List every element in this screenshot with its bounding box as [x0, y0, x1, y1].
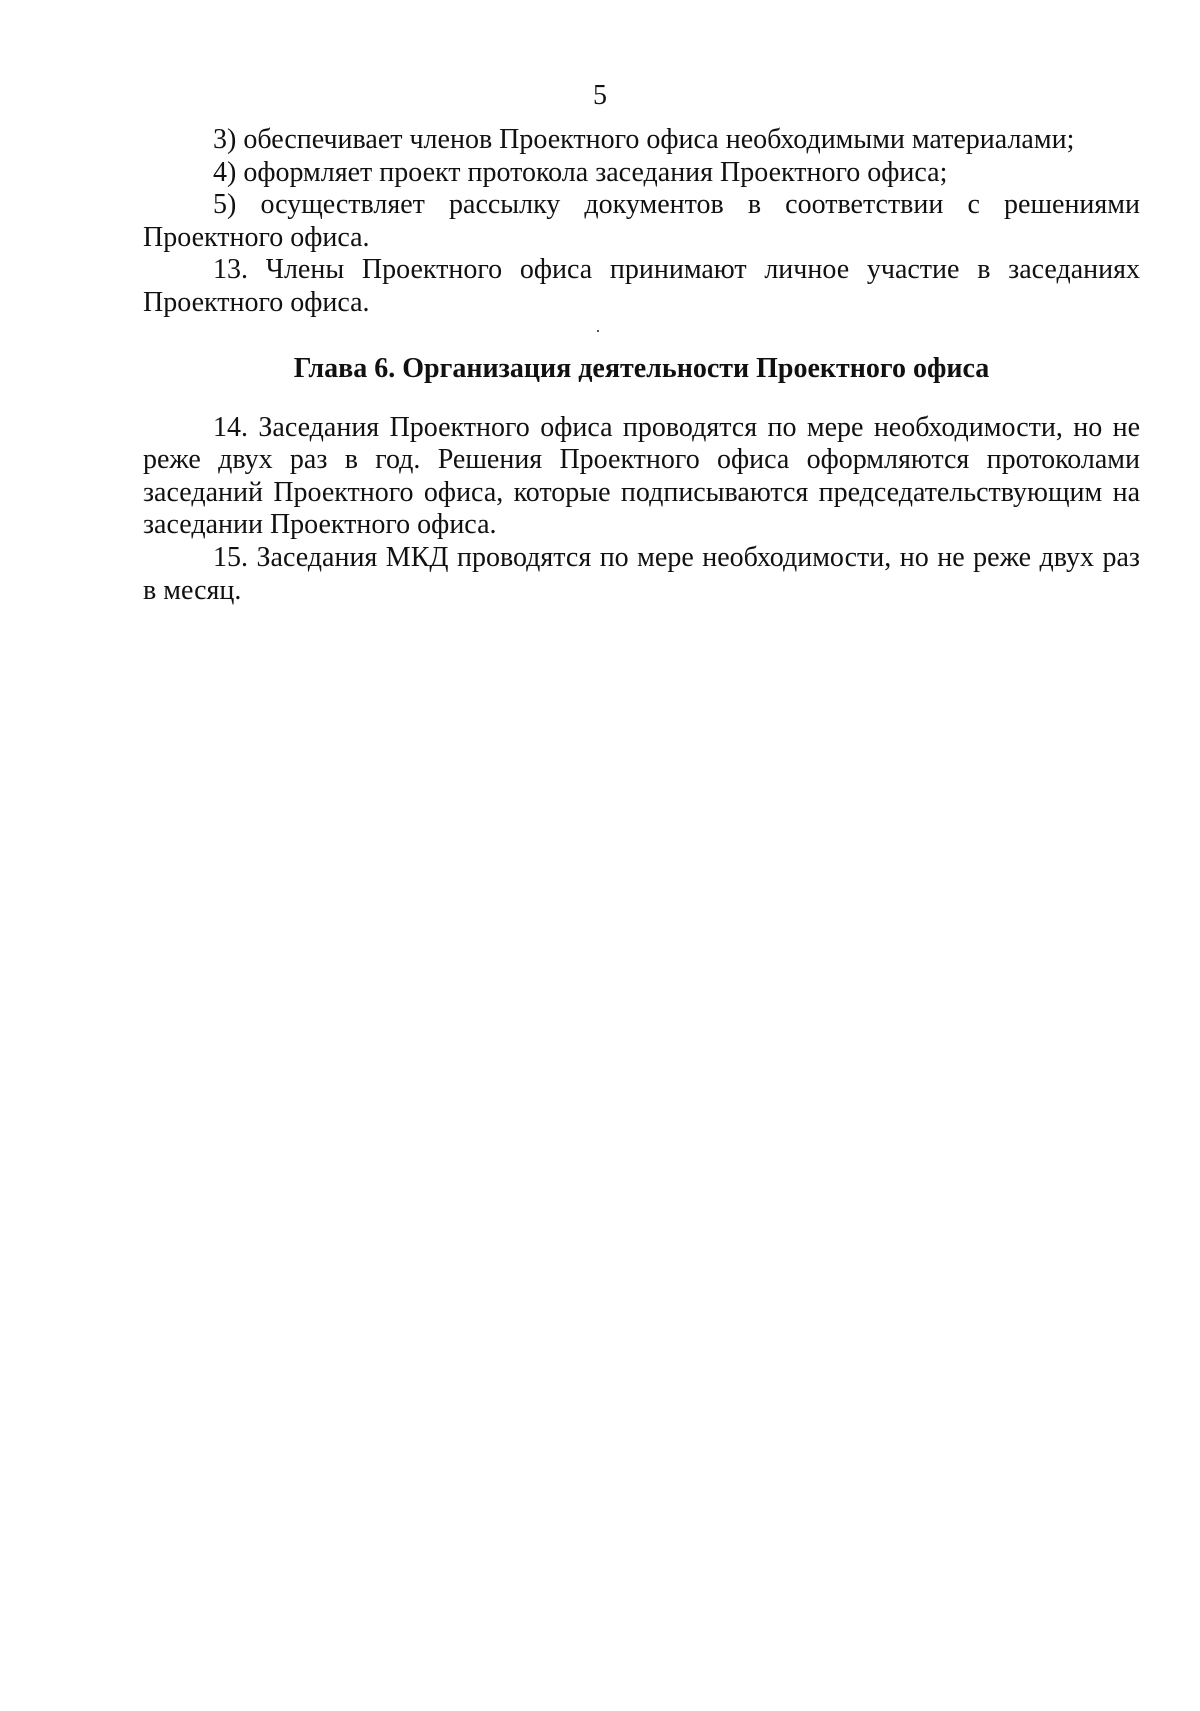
clause-15: 15. Заседания МКД проводятся по мере необходимости, но не реже двух раз в месяц.: [143, 541, 1140, 606]
page-number: 5: [593, 80, 607, 111]
chapter-title: Глава 6. Организация деятельности Проектного офиса: [293, 352, 990, 384]
list-item-3: 3) обеспечивает членов Проектного офиса необходимыми материалами;: [213, 124, 1075, 155]
clause-14: 14. Заседания Проектного офиса проводятся по мере необходимости, но не реже двух раз в год. Решения Проектного офиса оформляются протоколами заседаний Проектного офиса, которые подписываются председательствующим на заседании Проектного офиса.: [143, 411, 1140, 541]
document-body: [143, 124, 1140, 607]
list-item-4: 4) оформляет проект протокола заседания Проектного офиса;: [213, 156, 948, 188]
list-item-5: 5) осуществляет рассылку документов в соответствии с решениями Проектного офиса.: [143, 189, 1140, 253]
clause-13: 13. Члены Проектного офиса принимают личное участие в заседаниях Проектного офиса.: [143, 254, 1140, 318]
